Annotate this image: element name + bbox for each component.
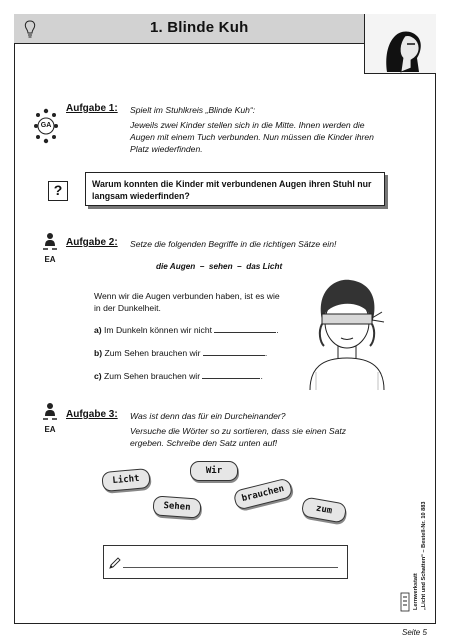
task3-label: Aufgabe 3:: [66, 409, 118, 420]
publisher-logo-icon: [400, 592, 410, 612]
task1-label: Aufgabe 1:: [66, 103, 118, 114]
task1-line: Augen mit einem Tuch verbunden. Nun müssen die Kinder ihren: [130, 132, 374, 142]
page-title: 1. Blinde Kuh: [150, 19, 249, 36]
blindfolded-girl-illustration: [298, 272, 396, 390]
group-work-badge: GA: [40, 122, 52, 129]
word-card[interactable]: Licht: [101, 468, 151, 492]
task1-heading: Spielt im Stuhlkreis „Blinde Kuh“:: [130, 105, 256, 115]
task3-heading: Was ist denn das für ein Durcheinander?: [130, 411, 286, 421]
sentence-a: [94, 323, 279, 336]
sentence-end: .: [260, 371, 263, 381]
answer-line: [123, 567, 338, 568]
pencil-icon: [108, 556, 122, 570]
sentence-text: Zum Sehen brauchen wir: [104, 348, 201, 358]
sentence-marker: c): [94, 371, 102, 381]
individual-work-badge: EA: [44, 255, 56, 264]
question-box: [85, 172, 385, 206]
answer-blank[interactable]: [202, 369, 263, 381]
sentence-marker: b): [94, 348, 103, 358]
sentence-text: Zum Sehen brauchen wir: [104, 371, 201, 381]
task2-label: Aufgabe 2:: [66, 237, 118, 248]
portrait-illustration: [364, 14, 436, 74]
word-card[interactable]: Sehen: [152, 495, 201, 518]
task1-line: Platz wiederfinden.: [130, 144, 203, 154]
answer-box[interactable]: [103, 545, 348, 579]
individual-work-badge: EA: [44, 425, 56, 434]
sidebar-text: „Licht und Schatten“ – Bestell-Nr. 10 883: [421, 501, 427, 610]
lightbulb-icon: [22, 18, 38, 40]
word-card[interactable]: zum: [301, 496, 348, 523]
task3-line: Versuche die Wörter so zu sortieren, dass sie einen Satz: [130, 426, 347, 436]
sentence-end: .: [276, 325, 279, 335]
task2-instruction: Setze die folgenden Begriffe in die richtigen Sätze ein!: [130, 239, 337, 249]
task2-intro: in der Dunkelheit.: [94, 303, 161, 313]
task3-line: ergeben. Schreibe den Satz unten auf!: [130, 438, 278, 448]
answer-blank[interactable]: [203, 346, 268, 358]
sentence-marker: a): [94, 325, 102, 335]
question-line: langsam wiederfinden?: [92, 191, 190, 201]
task1-line: Jeweils zwei Kinder stellen sich in die Mitte. Ihnen werden die: [130, 120, 365, 130]
answer-blank[interactable]: [214, 323, 279, 335]
task2-terms: die Augen – sehen – das Licht: [156, 262, 283, 271]
sentence-b: [94, 346, 267, 359]
sentence-end: .: [264, 348, 268, 358]
task2-intro: Wenn wir die Augen verbunden haben, ist es wie: [94, 291, 280, 301]
individual-work-icon: [43, 232, 57, 252]
sentence-text: Im Dunkeln können wir nicht: [104, 325, 212, 335]
sentence-c: [94, 369, 263, 382]
question-line: Warum konnten die Kinder mit verbundenen Augen ihren Stuhl nur: [92, 179, 372, 189]
word-card[interactable]: brauchen: [232, 477, 293, 510]
individual-work-icon: [43, 402, 57, 422]
question-mark-icon: ?: [48, 181, 68, 201]
sidebar-text: Lernwerkstatt: [413, 573, 419, 610]
page-number: Seite 5: [402, 628, 427, 637]
word-card[interactable]: Wir: [190, 461, 238, 481]
